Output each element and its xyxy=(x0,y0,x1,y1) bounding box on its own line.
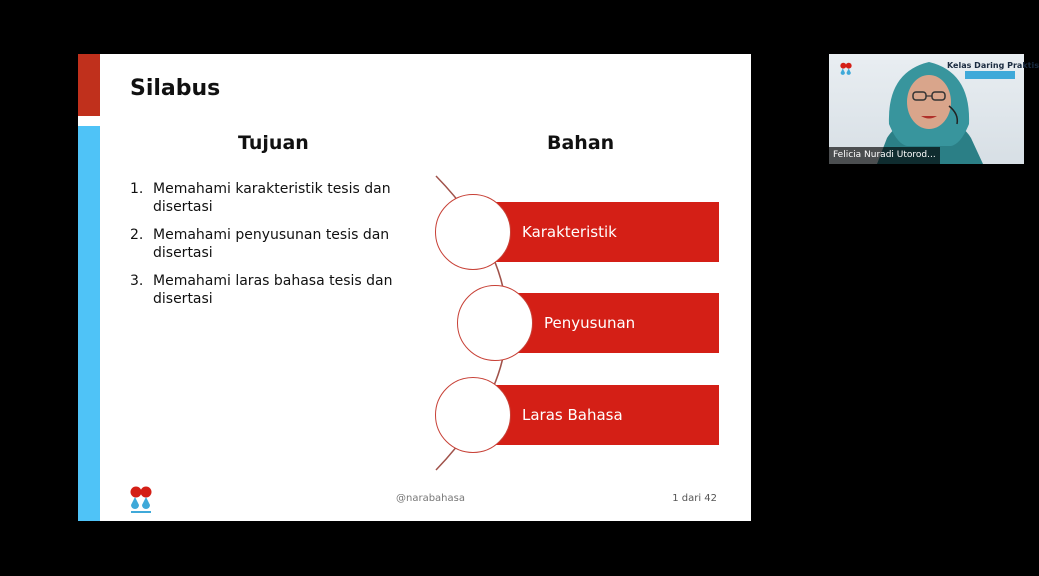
material-box-karakteristik xyxy=(496,202,719,262)
presentation-slide xyxy=(78,54,751,521)
narabahasa-logo-icon xyxy=(839,61,853,79)
slide-accent-bar-red xyxy=(78,54,100,116)
material-label: Karakteristik xyxy=(522,223,617,241)
objective-number: 1. xyxy=(130,181,144,197)
material-box-penyusunan xyxy=(518,293,719,353)
slide-title: Silabus xyxy=(130,76,221,101)
slide-page-indicator: 1 dari 42 xyxy=(672,493,717,504)
objective-text: Memahami penyusunan tesis dan disertasi xyxy=(153,227,390,261)
material-label: Penyusunan xyxy=(544,314,636,332)
objective-item xyxy=(130,226,400,262)
objective-number: 3. xyxy=(130,273,144,289)
objective-text: Memahami laras bahasa tesis dan disertasi xyxy=(153,273,393,307)
material-circle xyxy=(435,194,511,270)
objective-item xyxy=(130,272,400,308)
objective-number: 2. xyxy=(130,227,144,243)
material-circle xyxy=(435,377,511,453)
objective-text: Memahami karakteristik tesis dan disertasi xyxy=(153,181,391,215)
slide-accent-bar-blue xyxy=(78,126,100,521)
objectives-list xyxy=(130,180,400,318)
footer-handle: @narabahasa xyxy=(396,493,465,504)
webcam-banner-text: Kelas Daring Praktis xyxy=(947,61,1039,70)
material-box-laras-bahasa xyxy=(496,385,719,445)
material-circle xyxy=(457,285,533,361)
materials-diagram xyxy=(428,174,728,474)
objectives-heading: Tujuan xyxy=(238,132,309,154)
presenter-name-label: Felicia Nuradi Utorod... xyxy=(829,147,940,164)
narabahasa-logo-icon xyxy=(128,485,154,515)
material-label: Laras Bahasa xyxy=(522,406,623,424)
presenter-webcam-tile[interactable] xyxy=(829,54,1039,164)
objective-item xyxy=(130,180,400,216)
materials-heading: Bahan xyxy=(547,132,615,154)
